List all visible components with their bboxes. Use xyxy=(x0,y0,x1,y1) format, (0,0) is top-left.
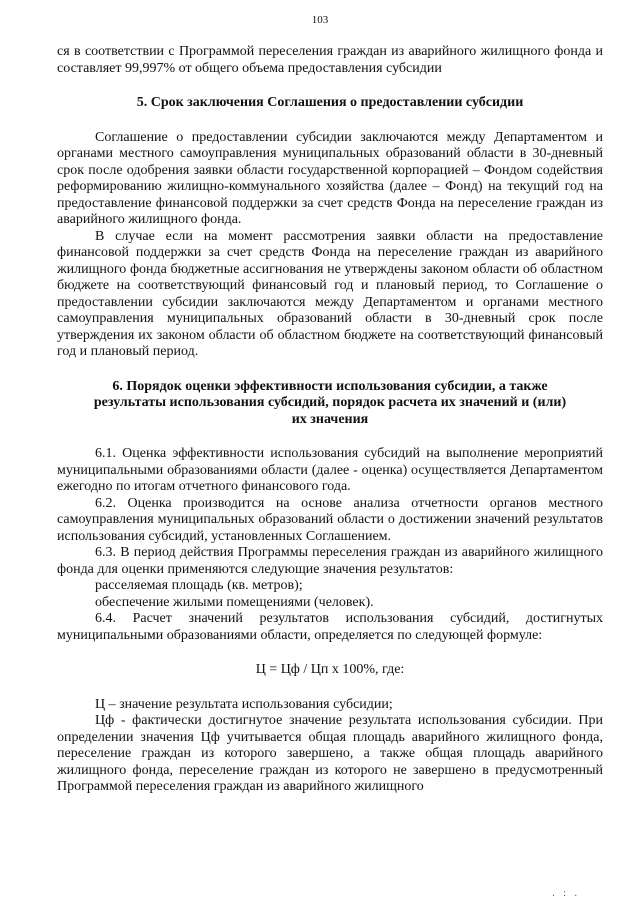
definition-c: Ц – значение результата использования субсидии; xyxy=(95,696,393,712)
clause-6-2: 6.2. Оценка производится на основе анализа отчетности органов местного самоуправления муниципальных образований области о достижении значений результатов использования субсидий, установленных Соглашением. xyxy=(57,495,603,544)
intro-paragraph: ся в соответствии с Программой переселения граждан из аварийного жилищного фонда и составляет 99,997% от общего объема предоставления субсидии xyxy=(57,44,603,76)
clause-6-3: 6.3. В период действия Программы переселения граждан из аварийного жилищного фонда для оценки применяются следующие значения результатов: xyxy=(57,545,603,577)
section-5-paragraph-1: Соглашение о предоставлении субсидии заключаются между Департаментом и органами местного самоуправления муниципальных образований области в 30-дневный срок после одобрения заявки области государственной корпорацией – Фондом содействия реформированию жилищно-коммунального хозяйства (далее – Фонд) на текущий год на предоставление финансовой поддержки за счет средств Фонда на переселение граждан из аварийного жилищного фонда. xyxy=(57,129,603,227)
section-6-heading xyxy=(57,379,603,429)
scan-mark: . : . xyxy=(552,888,580,899)
clause-6-1: 6.1. Оценка эффективности использования субсидий на выполнение мероприятий муниципальными образованиями области (далее - оценка) осуществляется Департаментом ежегодно по итогам отчетного финансового года. xyxy=(57,446,603,494)
page-content xyxy=(57,44,603,796)
page-number: 103 xyxy=(311,14,329,26)
definition-cf: Цф - фактически достигнутое значение результата использования субсидии. При определении значения Цф учитывается общая площадь аварийного жилищного фонда, переселение граждан из которого завершено, а также общая площадь аварийного жилищного фонда, переселение граждан из которого не завершено в предусмотренный Программой переселения граждан из аварийного жилищного xyxy=(57,713,603,794)
result-item-housing: обеспечение жилыми помещениями (человек). xyxy=(95,594,374,610)
section-6-heading-line-1: 6. Порядок оценки эффективности использования субсидии, а также xyxy=(112,378,548,394)
section-5-paragraph-2: В случае если на момент рассмотрения заявки области на предоставление финансовой поддержки за счет средств Фонда на переселение граждан из аварийного жилищного фонда бюджетные ассигнования не утверждены законом области об областном бюджете на соответствующий финансовый год и плановый период, то Соглашение о предоставлении субсидии заключаются между Департаментом и органами местного самоуправления муниципальных образований области в 30-дневный срок после утверждения их законом области об областном бюджете на соответствующий финансовый год и плановый период. xyxy=(57,228,603,359)
result-item-area: расселяемая площадь (кв. метров); xyxy=(95,578,303,593)
formula: Ц = Цф / Цп х 100%, где: xyxy=(255,662,405,677)
section-5-heading: 5. Срок заключения Соглашения о предоставлении субсидии xyxy=(136,95,524,110)
section-6-heading-line-3: их значения xyxy=(291,411,369,427)
clause-6-4: 6.4. Расчет значений результатов использования субсидий, достигнутых муниципальными образованиями области, определяется по следующей формуле: xyxy=(57,611,603,643)
section-6-heading-line-2: результаты использования субсидий, порядок расчета их значений и (или) xyxy=(93,395,567,410)
